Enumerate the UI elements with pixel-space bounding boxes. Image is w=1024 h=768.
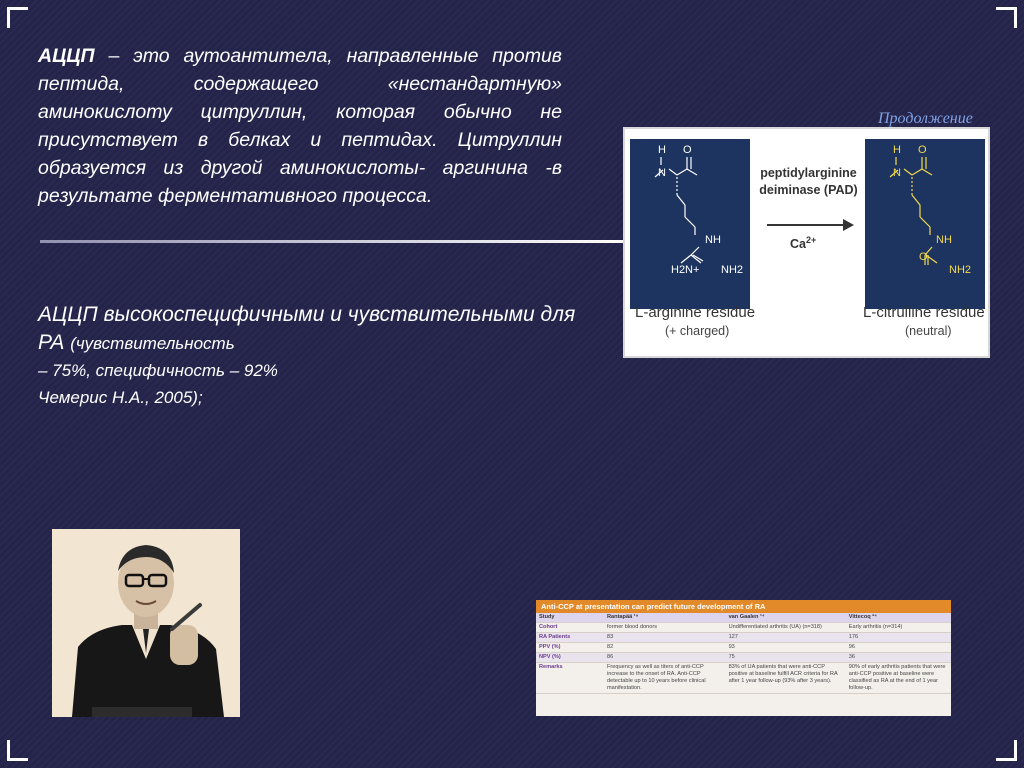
arg-o-label: O	[683, 144, 692, 156]
table-cell: 96	[846, 643, 951, 653]
enzyme-label	[755, 165, 862, 199]
divider-line	[40, 240, 625, 243]
table-cell: 176	[846, 633, 951, 643]
table-cell: Early arthritis (n=314)	[846, 623, 951, 633]
table-row	[536, 643, 951, 653]
data-table	[536, 613, 951, 694]
table-cell: 83	[604, 633, 726, 643]
table-cell: 36	[846, 653, 951, 663]
table-row	[536, 663, 951, 694]
table-cell: 83% of UA patients that were anti-CCP positive at baseline fulfill ACR criteria for RA after 1 year follow-up (93% after 3 years).	[726, 663, 846, 694]
table-cell: 82	[604, 643, 726, 653]
arg-nh2-label: NH2	[721, 264, 744, 276]
citrulline-charge-note: (neutral)	[905, 324, 952, 338]
arginine-residue-label: L-arginine residue	[635, 304, 756, 321]
arg-h-label: H	[658, 144, 666, 156]
cit-h-label: H	[893, 144, 901, 156]
row-label: Remarks	[536, 663, 604, 694]
reaction-arrowhead	[843, 219, 854, 231]
header-cell: Vittecoq ²⁴	[846, 613, 951, 623]
table-row	[536, 623, 951, 633]
header-cell: Study	[536, 613, 604, 623]
header-cell: van Gaalen ¹⁴	[726, 613, 846, 623]
table-title: Anti-CCP at presentation can predict future development of RA	[536, 600, 951, 613]
definition-term: АЦЦП	[38, 45, 95, 67]
definition-paragraph	[38, 42, 562, 210]
table-cell: 127	[726, 633, 846, 643]
specificity-paragraph	[38, 302, 578, 412]
table-cell: 90% of early arthritis patients that were anti-CCP positive at baseline were classified as RA at the end of 1 year follow-up.	[846, 663, 951, 694]
enzyme-line-2: deiminase (PAD)	[759, 183, 858, 197]
arg-n-label: N	[658, 167, 666, 179]
table-cell: 93	[726, 643, 846, 653]
specificity-detail-2: – 75%, специфичность – 92%	[38, 361, 278, 380]
table-row	[536, 653, 951, 663]
cit-nh2-label: NH2	[949, 264, 972, 276]
continuation-label: Продолжение	[878, 110, 973, 127]
specificity-detail-3: Чемерис Н.А., 2005);	[38, 388, 203, 407]
cit-n-label: N	[893, 167, 901, 179]
row-label: RA Patients	[536, 633, 604, 643]
row-label: NPV (%)	[536, 653, 604, 663]
anti-ccp-table	[536, 600, 951, 716]
header-cell: Rantapää ¹⁹	[604, 613, 726, 623]
cit-nh-label: NH	[936, 234, 952, 246]
cit-o-label: O	[918, 144, 927, 156]
enzyme-line-1: peptidylarginine	[760, 166, 857, 180]
frame-corner-top-left	[7, 7, 28, 28]
frame-corner-bottom-left	[7, 740, 28, 761]
row-label: PPV (%)	[536, 643, 604, 653]
row-label: Cohort	[536, 623, 604, 633]
arg-nh-label: NH	[705, 234, 721, 246]
cofactor-charge: 2+	[805, 235, 817, 245]
specificity-main: АЦЦП высокоспецифичными и чувствительными для РА	[38, 303, 576, 354]
frame-corner-bottom-right	[996, 740, 1017, 761]
table-row	[536, 633, 951, 643]
arg-h2n-label: H2N+	[671, 264, 700, 276]
cit-o2-label: O	[919, 251, 928, 263]
citrulline-residue-label: L-citrulline residue	[863, 304, 985, 321]
table-cell: former blood donors	[604, 623, 726, 633]
arginine-charge-note: (+ charged)	[665, 324, 730, 338]
table-cell: 86	[604, 653, 726, 663]
portrait-illustration	[52, 529, 240, 717]
citrullination-diagram	[623, 127, 990, 358]
definition-body: – это аутоантитела, направленные против пептида, содержащего «нестандартную» аминокислоту цитруллин, которая обычно не присутствует в белках и пептидах. Цитруллин образуется из другой аминокислоты- аргинина -в результате ферментативного процесса.	[38, 45, 562, 207]
frame-corner-top-right	[996, 7, 1017, 28]
table-cell: Frequency as well as titers of anti-CCP increase to the onset of RA. Anti-CCP detectable up to 10 years before clinical manifestation.	[604, 663, 726, 694]
table-cell: 75	[726, 653, 846, 663]
table-cell: Undifferentiated arthritis (UA) (n=318)	[726, 623, 846, 633]
cofactor-symbol: Ca	[790, 237, 806, 252]
cofactor-label	[790, 235, 816, 251]
portrait-photo	[52, 529, 240, 717]
table-header-row	[536, 613, 951, 623]
specificity-detail-1: (чувствительность	[70, 334, 235, 353]
